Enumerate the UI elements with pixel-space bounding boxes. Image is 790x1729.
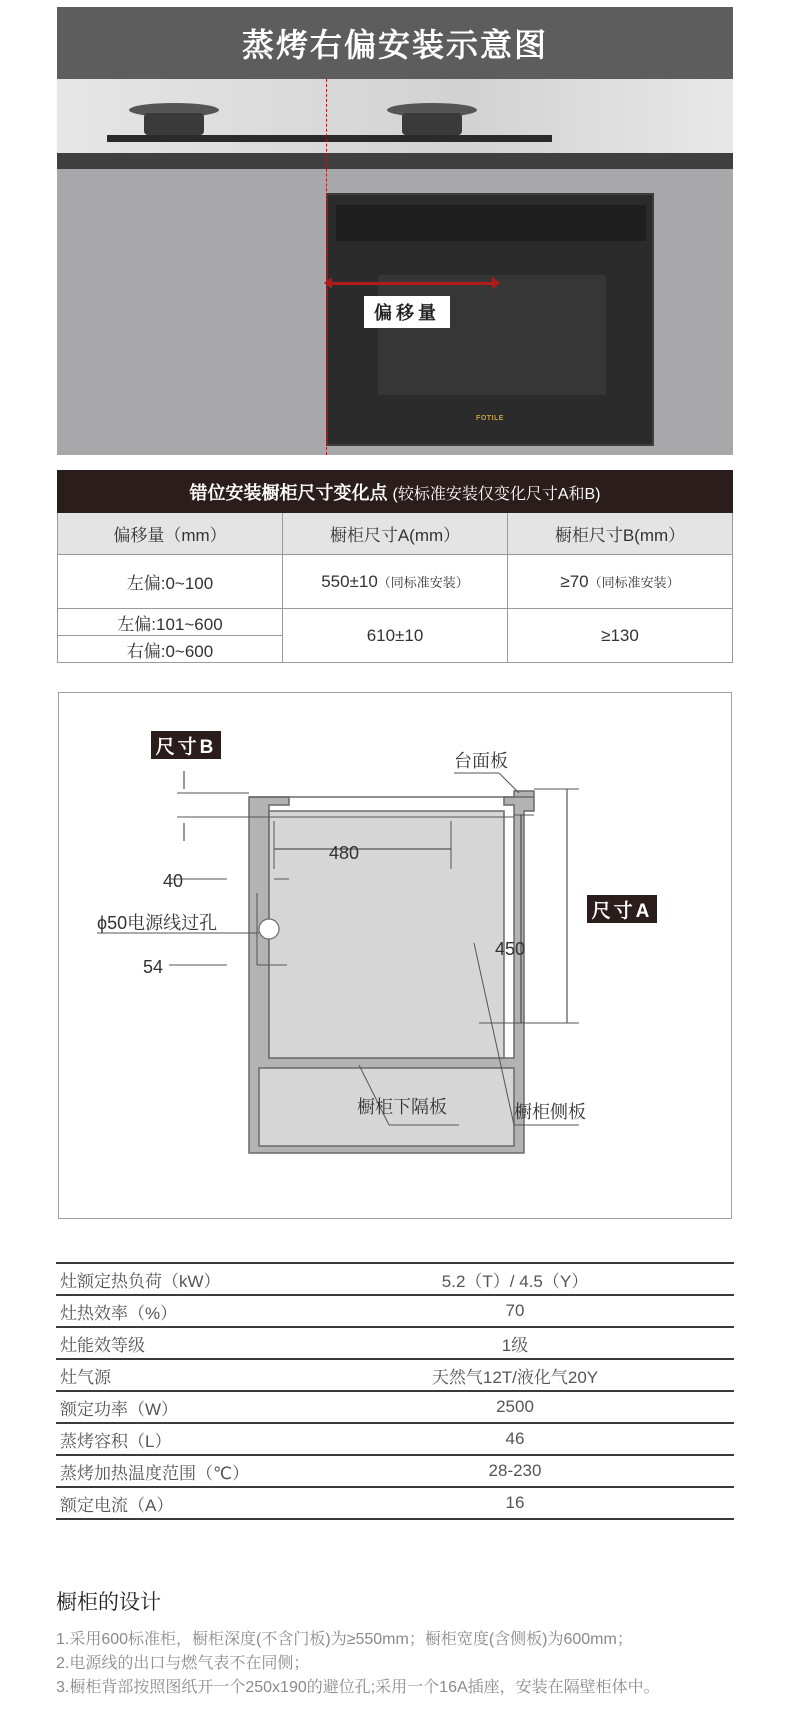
lower-board-label: 橱柜下隔板 bbox=[357, 1097, 447, 1117]
cell-offset-right: 右偏:0~600 bbox=[58, 636, 283, 663]
oven-control-strip bbox=[336, 205, 646, 241]
spec-value: 天然气12T/液化气20Y bbox=[356, 1359, 734, 1391]
power-hole-label: ϕ50电源线过孔 bbox=[97, 913, 218, 933]
power-hole bbox=[259, 919, 279, 939]
oven-cavity bbox=[269, 811, 504, 1058]
spec-value: 1级 bbox=[356, 1327, 734, 1359]
cell-size-a bbox=[283, 555, 508, 609]
spec-value: 46 bbox=[356, 1423, 734, 1455]
spec-value: 16 bbox=[356, 1487, 734, 1519]
caption-sub: (较标准安装仅变化尺寸A和B) bbox=[392, 485, 601, 503]
burner-right bbox=[377, 101, 487, 135]
header-size-a: 橱柜尺寸A(mm） bbox=[283, 513, 508, 555]
table-row bbox=[56, 1487, 734, 1519]
header-offset: 偏移量（mm） bbox=[58, 513, 283, 555]
cell-offset-left: 左偏:101~600 bbox=[58, 609, 283, 636]
table-row bbox=[56, 1391, 734, 1423]
design-note: 1.采用600标准柜，橱柜深度(不含门板)为≥550mm；橱柜宽度(含侧板)为600mm； bbox=[56, 1631, 633, 1648]
cell-offset: 左偏:0~100 bbox=[58, 555, 283, 609]
dimension-table bbox=[57, 470, 733, 663]
table-row bbox=[58, 555, 733, 609]
spec-value: 2500 bbox=[356, 1391, 734, 1423]
size-b-value: ≥70 bbox=[560, 571, 589, 591]
tag-size-b: 尺寸B bbox=[151, 731, 221, 759]
height-450-label: 450 bbox=[495, 939, 526, 959]
tag-size-a: 尺寸A bbox=[587, 895, 657, 923]
caption-main: 错位安装橱柜尺寸变化点 bbox=[189, 482, 388, 503]
design-note: 2.电源线的出口与燃气表不在同侧； bbox=[56, 1655, 310, 1672]
table-row bbox=[56, 1359, 734, 1391]
cell-size-b: ≥130 bbox=[508, 609, 733, 663]
cooktop-plate bbox=[107, 135, 552, 142]
dim-40-label: 40 bbox=[163, 871, 184, 891]
install-illustration bbox=[57, 7, 733, 455]
header-size-b: 橱柜尺寸B(mm） bbox=[508, 513, 733, 555]
cell-size-b bbox=[508, 555, 733, 609]
oven-brand-logo: FOTILE bbox=[476, 415, 504, 422]
spec-key: 灶气源 bbox=[56, 1359, 356, 1391]
spec-value: 70 bbox=[356, 1295, 734, 1327]
spec-key: 额定功率（W） bbox=[56, 1391, 356, 1423]
design-heading: 橱柜的设计 bbox=[56, 1591, 161, 1614]
side-board-label: 橱柜侧板 bbox=[514, 1102, 586, 1122]
dim-54-label: 54 bbox=[143, 957, 164, 977]
cabinet-drawing bbox=[58, 692, 732, 1219]
width-480-label: 480 bbox=[329, 843, 360, 863]
design-notes bbox=[56, 1628, 660, 1700]
oven-window bbox=[378, 275, 606, 395]
size-b-note: （同标准安装） bbox=[588, 574, 680, 590]
spec-key: 灶能效等级 bbox=[56, 1327, 356, 1359]
table-row bbox=[56, 1455, 734, 1487]
table-row bbox=[56, 1327, 734, 1359]
spec-key: 蒸烤加热温度范围（℃） bbox=[56, 1455, 356, 1487]
spec-key: 灶热效率（%） bbox=[56, 1295, 356, 1327]
title-bar bbox=[57, 7, 733, 79]
offset-label: 偏移量 bbox=[364, 296, 450, 328]
table-row bbox=[56, 1263, 734, 1295]
design-note: 3.橱柜背部按照图纸开一个250x190的避位孔;采用一个16A插座，安装在隔壁柜体中。 bbox=[56, 1679, 660, 1696]
spec-key: 蒸烤容积（L） bbox=[56, 1423, 356, 1455]
countertop-label: 台面板 bbox=[454, 751, 508, 771]
spec-value: 5.2（T）/ 4.5（Y） bbox=[356, 1263, 734, 1295]
page-title: 蒸烤右偏安装示意图 bbox=[241, 27, 548, 63]
table-caption-row bbox=[58, 471, 733, 513]
table-caption bbox=[58, 471, 733, 513]
size-a-value: 550±10 bbox=[321, 571, 378, 591]
offset-arrow bbox=[328, 282, 496, 285]
table-row bbox=[58, 609, 733, 636]
spec-key: 灶额定热负荷（kW） bbox=[56, 1263, 356, 1295]
cell-size-a: 610±10 bbox=[283, 609, 508, 663]
size-a-note: （同标准安装） bbox=[377, 574, 469, 590]
spec-key: 额定电流（A） bbox=[56, 1487, 356, 1519]
table-header-row bbox=[58, 513, 733, 555]
center-guide-line bbox=[326, 79, 327, 455]
specs-table bbox=[56, 1262, 734, 1520]
countertop-edge bbox=[57, 153, 733, 169]
table-row bbox=[56, 1295, 734, 1327]
table-row bbox=[56, 1423, 734, 1455]
burner-left bbox=[119, 101, 229, 135]
countertop-leader-d bbox=[499, 773, 519, 793]
spec-value: 28-230 bbox=[356, 1455, 734, 1487]
